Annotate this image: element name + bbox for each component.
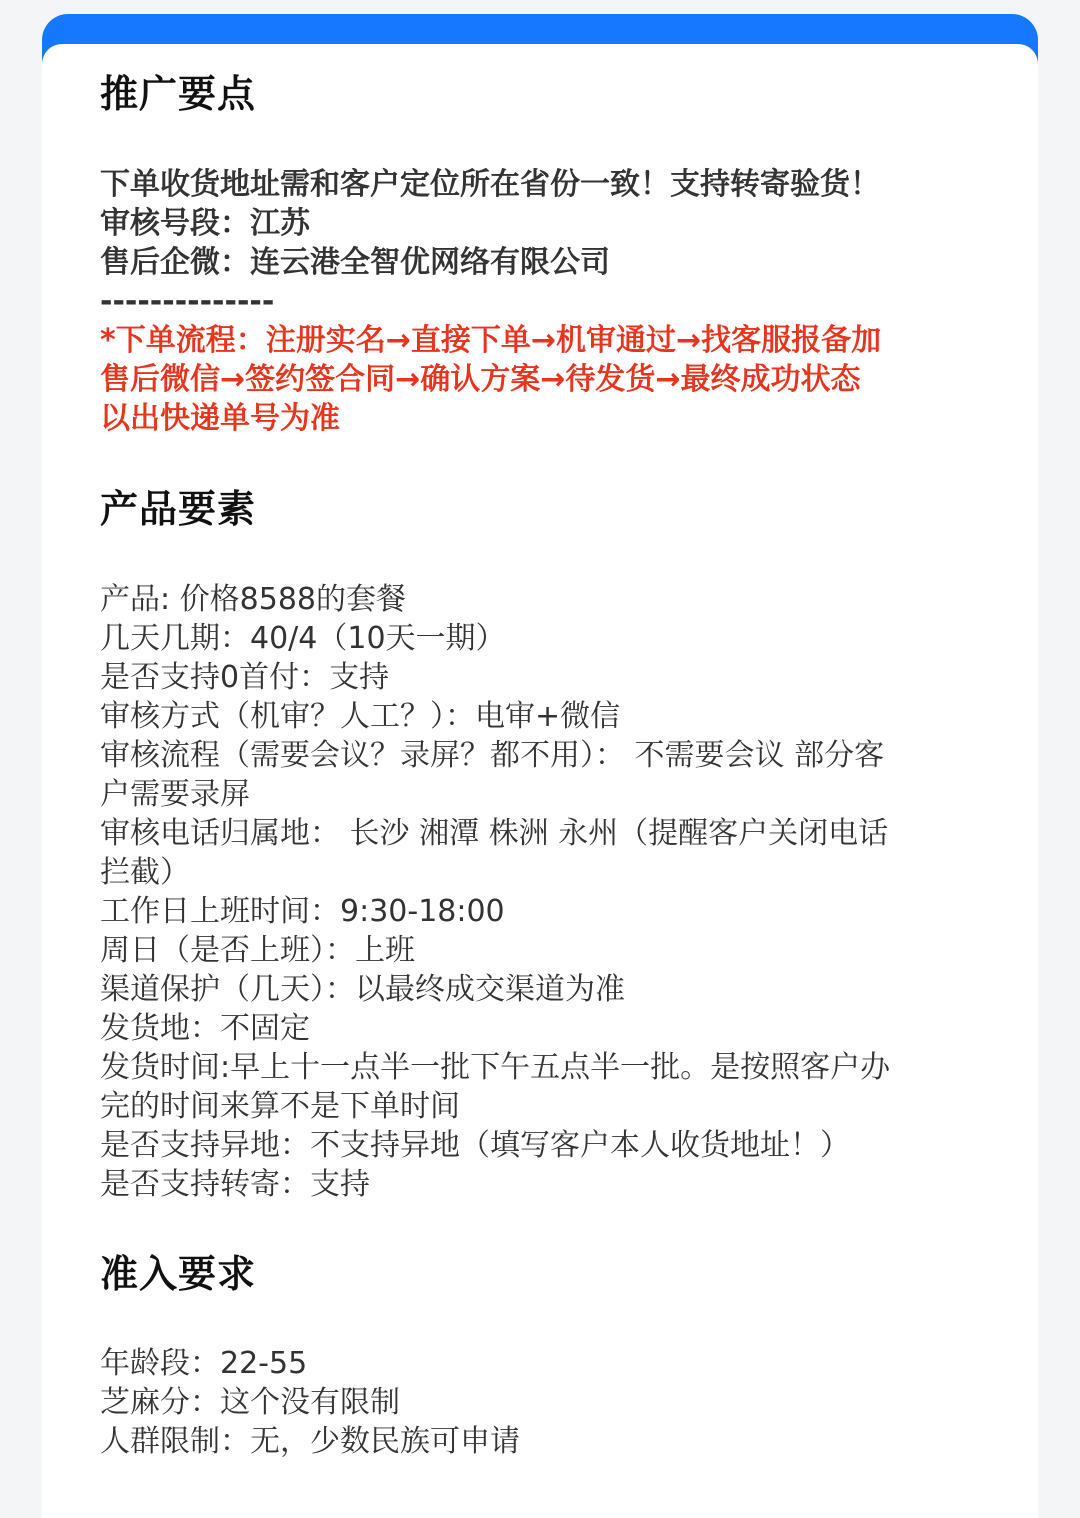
section-title-promotion: 推广要点 — [100, 72, 257, 116]
order-flow-line: 以出快递单号为准 — [100, 401, 340, 436]
text-line: 芝麻分：这个没有限制 — [100, 1385, 400, 1420]
section-product-body — [100, 580, 980, 1204]
text-line: 年龄段：22-55 — [100, 1346, 308, 1381]
text-line: 渠道保护（几天）：以最终成交渠道为准 — [100, 972, 625, 1007]
text-line: 是否支持异地：不支持异地（填写客户本人收货地址！） — [100, 1128, 850, 1163]
text-line: 审核号段：江苏 — [100, 206, 310, 241]
info-card — [42, 44, 1038, 1518]
text-line: 完的时间来算不是下单时间 — [100, 1089, 460, 1124]
text-line: 周日（是否上班）：上班 — [100, 933, 415, 968]
text-line: 是否支持转寄：支持 — [100, 1167, 370, 1202]
text-line: 下单收货地址需和客户定位所在省份一致！支持转寄验货！ — [100, 167, 880, 202]
divider-text: -------------- — [100, 284, 275, 319]
text-line: 审核流程（需要会议？录屏？都不用）： 不需要会议 部分客 — [100, 738, 885, 773]
text-line: 发货时间:早上十一点半一批下午五点半一批。是按照客户办 — [100, 1050, 891, 1085]
text-line: 产品: 价格8588的套餐 — [100, 582, 406, 617]
text-line: 是否支持0首付：支持 — [100, 660, 390, 695]
text-line: 审核方式（机审？人工？）：电审+微信 — [100, 699, 621, 734]
text-line: 发货地：不固定 — [100, 1011, 310, 1046]
text-line: 户需要录屏 — [100, 777, 250, 812]
text-line: 工作日上班时间：9:30-18:00 — [100, 894, 505, 929]
order-flow-line: *下单流程：注册实名→直接下单→机审通过→找客服报备加 — [100, 323, 882, 358]
text-line: 审核电话归属地： 长沙 湘潭 株洲 永州（提醒客户关闭电话 — [100, 816, 889, 851]
text-line: 拦截） — [100, 855, 190, 890]
section-title-product: 产品要素 — [100, 487, 257, 531]
order-flow-line: 售后微信→签约签合同→确认方案→待发货→最终成功状态 — [100, 362, 861, 397]
section-title-admission: 准入要求 — [100, 1252, 257, 1296]
section-promotion-body — [100, 165, 980, 438]
text-line: 人群限制：无，少数民族可申请 — [100, 1424, 520, 1459]
text-line: 几天几期：40/4（10天一期） — [100, 621, 506, 656]
section-admission-body — [100, 1344, 980, 1461]
text-line: 售后企微：连云港全智优网络有限公司 — [100, 245, 610, 280]
